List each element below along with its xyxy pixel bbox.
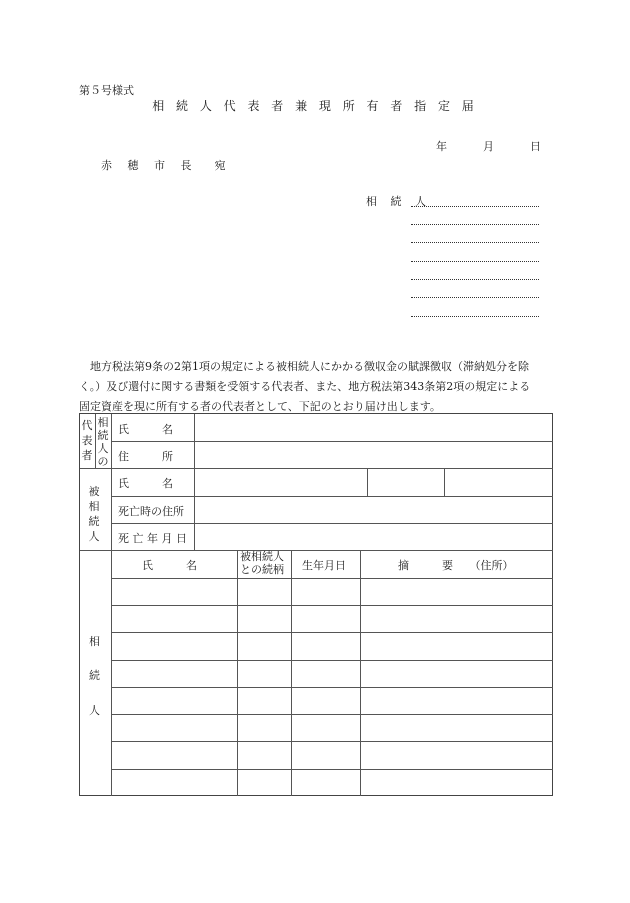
rule: [111, 414, 112, 796]
decedent-address-field[interactable]: [195, 497, 552, 523]
body-line-3: 固定資産を現に所有する者の代表者として、下記のとおり届け出します。: [79, 400, 441, 413]
rule: [111, 660, 553, 661]
heirs-header-relation-2: との続柄: [240, 563, 284, 576]
rule: [111, 714, 553, 715]
body-line-2: く。）及び還付に関する書類を受領する代表者、また、地方税法第343条第2項の規定による: [79, 380, 531, 393]
heirs-label-char-3: 人: [89, 704, 100, 717]
date-day-label: 日: [530, 140, 541, 153]
heir-line-6[interactable]: [411, 297, 539, 298]
rep-name-field[interactable]: [195, 415, 552, 441]
rule: [111, 578, 553, 579]
decedent-death-date-label: 死 亡 年 月 日: [118, 532, 187, 545]
date-month-label: 月: [483, 140, 494, 153]
rep-address-label: 住 所: [118, 450, 173, 463]
heirs-label-char-2: 続: [89, 669, 100, 682]
decedent-address-label: 死亡時の住所: [118, 505, 184, 518]
rule: [111, 687, 553, 688]
rep-address-field[interactable]: [195, 442, 552, 468]
heir-line-7[interactable]: [411, 316, 539, 317]
heir-line-5[interactable]: [411, 279, 539, 280]
form-title: 相 続 人 代 表 者 兼 現 所 有 者 指 定 届: [152, 99, 478, 113]
body-text: [79, 357, 553, 417]
rule: [111, 741, 553, 742]
form-number: 第５号様式: [79, 84, 134, 97]
heir-line-3[interactable]: [411, 242, 539, 243]
heirs-header-name: 氏 名: [142, 559, 197, 572]
decedent-death-date-field[interactable]: [195, 524, 552, 550]
designation-table: [79, 413, 553, 796]
heirs-header-relation-1: 被相続人: [240, 550, 284, 563]
body-line-1: 地方税法第9条の2第1項の規定による被相続人にかかる徴収金の賦課徴収（滞納処分を除: [90, 360, 529, 373]
rule: [111, 769, 553, 770]
rep-name-label: 氏 名: [118, 423, 173, 436]
heirs-header-birth: 生年月日: [302, 559, 346, 572]
rule: [111, 632, 553, 633]
rule: [237, 550, 238, 796]
rule: [80, 550, 553, 551]
heir-line-4[interactable]: [411, 261, 539, 262]
decedent-name-label: 氏 名: [118, 477, 173, 490]
heir-line-1[interactable]: [411, 206, 539, 207]
rep-label-col2: 相 続 人 の: [97, 416, 109, 468]
heir-line-2[interactable]: [411, 224, 539, 225]
decedent-extra-field-1[interactable]: [368, 469, 443, 495]
rule: [291, 550, 292, 796]
rule: [111, 605, 553, 606]
decedent-label: 被 相 続 人: [88, 485, 100, 543]
heirs-label-char-1: 相: [89, 635, 100, 648]
date-year-label: 年: [436, 140, 447, 153]
addressee: 赤 穂 市 長 宛: [101, 159, 232, 172]
decedent-extra-field-2[interactable]: [445, 469, 552, 495]
decedent-name-field[interactable]: [195, 469, 366, 495]
rep-label-col1: 代 表 者: [81, 419, 93, 462]
heirs-header-summary: 摘 要 （住所）: [398, 559, 514, 572]
rule: [360, 550, 361, 796]
heir-label: 相 続 人: [366, 195, 431, 208]
